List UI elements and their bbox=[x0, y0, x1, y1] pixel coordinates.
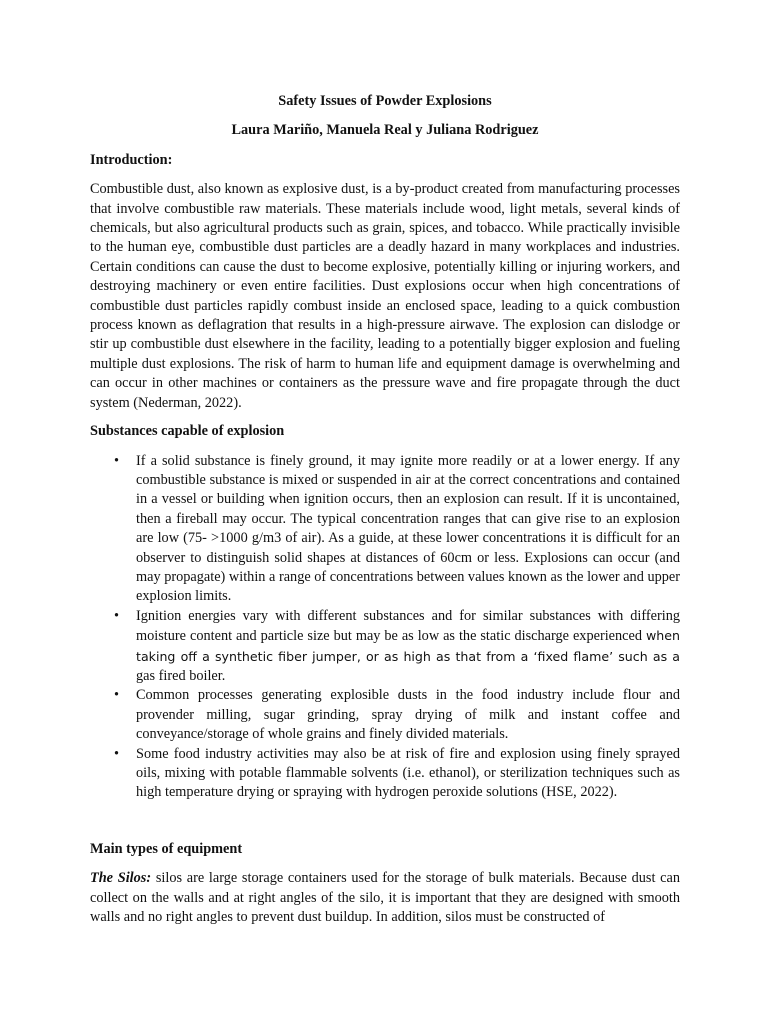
document-page bbox=[90, 92, 680, 936]
bullet-icon: • bbox=[114, 687, 120, 704]
introduction-paragraph: Combustible dust, also known as explosive dust, is a by-product created from manufacturing processes that involve combustible raw materials. These materials include wood, light metals, several kinds of chemicals, but also agricultural products such as grain, spices, and tobacco. While practically invisible to the human eye, combustible dust particles are a deadly hazard in many workplaces and industries. Certain conditions can cause the dust to become explosive, potentially killing or injuring workers, and destroying machinery or even entire facilities. Dust explosions occur when high concentrations of combustible dust particles rapidly combust inside an enclosed space, leading to a quick combustion process known as deflagration that results in a high-pressure airwave. The explosion can dislodge or stir up combustible dust elsewhere in the facility, leading to a potentially bigger explosion and fueling multiple dust explosions. The risk of harm to human life and equipment damage is overwhelming and can occur in other machines or containers as the pressure wave and fire propagate through the duct system (Nederman, 2022). bbox=[90, 181, 680, 411]
list-item-text-tail: gas fired boiler. bbox=[136, 667, 226, 684]
bullet-icon: • bbox=[114, 745, 120, 762]
list-item-text: Common processes generating explosible dusts in the food industry include flour and provender milling, sugar grinding, spray drying of milk and instant coffee and conveyance/storage of whole grains and finely divided materials. bbox=[136, 687, 680, 743]
list-item-text: Ignition energies vary with different substances and for similar substances with differing moisture content and particle size but may be as low as the static discharge experienced bbox=[136, 607, 680, 645]
silos-paragraph bbox=[90, 869, 680, 927]
list-item-text: If a solid substance is finely ground, it may ignite more readily or at a lower energy. If any combustible substance is mixed or suspended in air at the correct concentrations and contained in a vessel or building when ignition occurs, then an explosion can result. If it is uncontained, then a fireball may occur. The typical concentration ranges that can give rise to an explosion are low (75- >1000 g/m3 of air). As a guide, at these lower concentrations it is difficult for an observer to distinguish solid shapes at distances of 60cm or less. Explosions can occur (and may propagate) within a range of concentrations between values known as the lower and upper explosion limits. bbox=[136, 452, 680, 605]
list-item bbox=[90, 452, 680, 607]
silos-lead: The Silos: bbox=[90, 870, 152, 887]
document-authors: Laura Mariño, Manuela Real y Juliana Rodriguez bbox=[231, 122, 539, 139]
introduction-heading: Introduction: bbox=[90, 151, 173, 168]
list-item-text-sans: when taking off a synthetic fiber jumper, or as high as that from a ‘fixed flame’ such as a bbox=[136, 628, 680, 664]
substances-heading: Substances capable of explosion bbox=[90, 423, 285, 440]
list-item-text: Some food industry activities may also be at risk of fire and explosion using finely sprayed oils, mixing with potable flammable solvents (i.e. ethanol), or sterilization techniques such as high temperature drying or spraying with hydrogen peroxide solutions (HSE, 2022). bbox=[136, 745, 680, 801]
list-item bbox=[90, 745, 680, 803]
silos-text: silos are large storage containers used for the storage of bulk materials. Because dust can collect on the walls and at right angles of the silo, it is important that they are designed with smooth walls and no right angles to prevent dust buildup. In addition, silos must be constructed of bbox=[90, 870, 680, 926]
equipment-heading: Main types of equipment bbox=[90, 840, 243, 857]
bullet-icon: • bbox=[114, 452, 120, 469]
section-spacer bbox=[90, 811, 680, 840]
list-item bbox=[90, 607, 680, 687]
bullet-icon: • bbox=[114, 607, 120, 624]
substances-list bbox=[90, 452, 680, 803]
document-title: Safety Issues of Powder Explosions bbox=[278, 93, 492, 109]
list-item bbox=[90, 686, 680, 744]
